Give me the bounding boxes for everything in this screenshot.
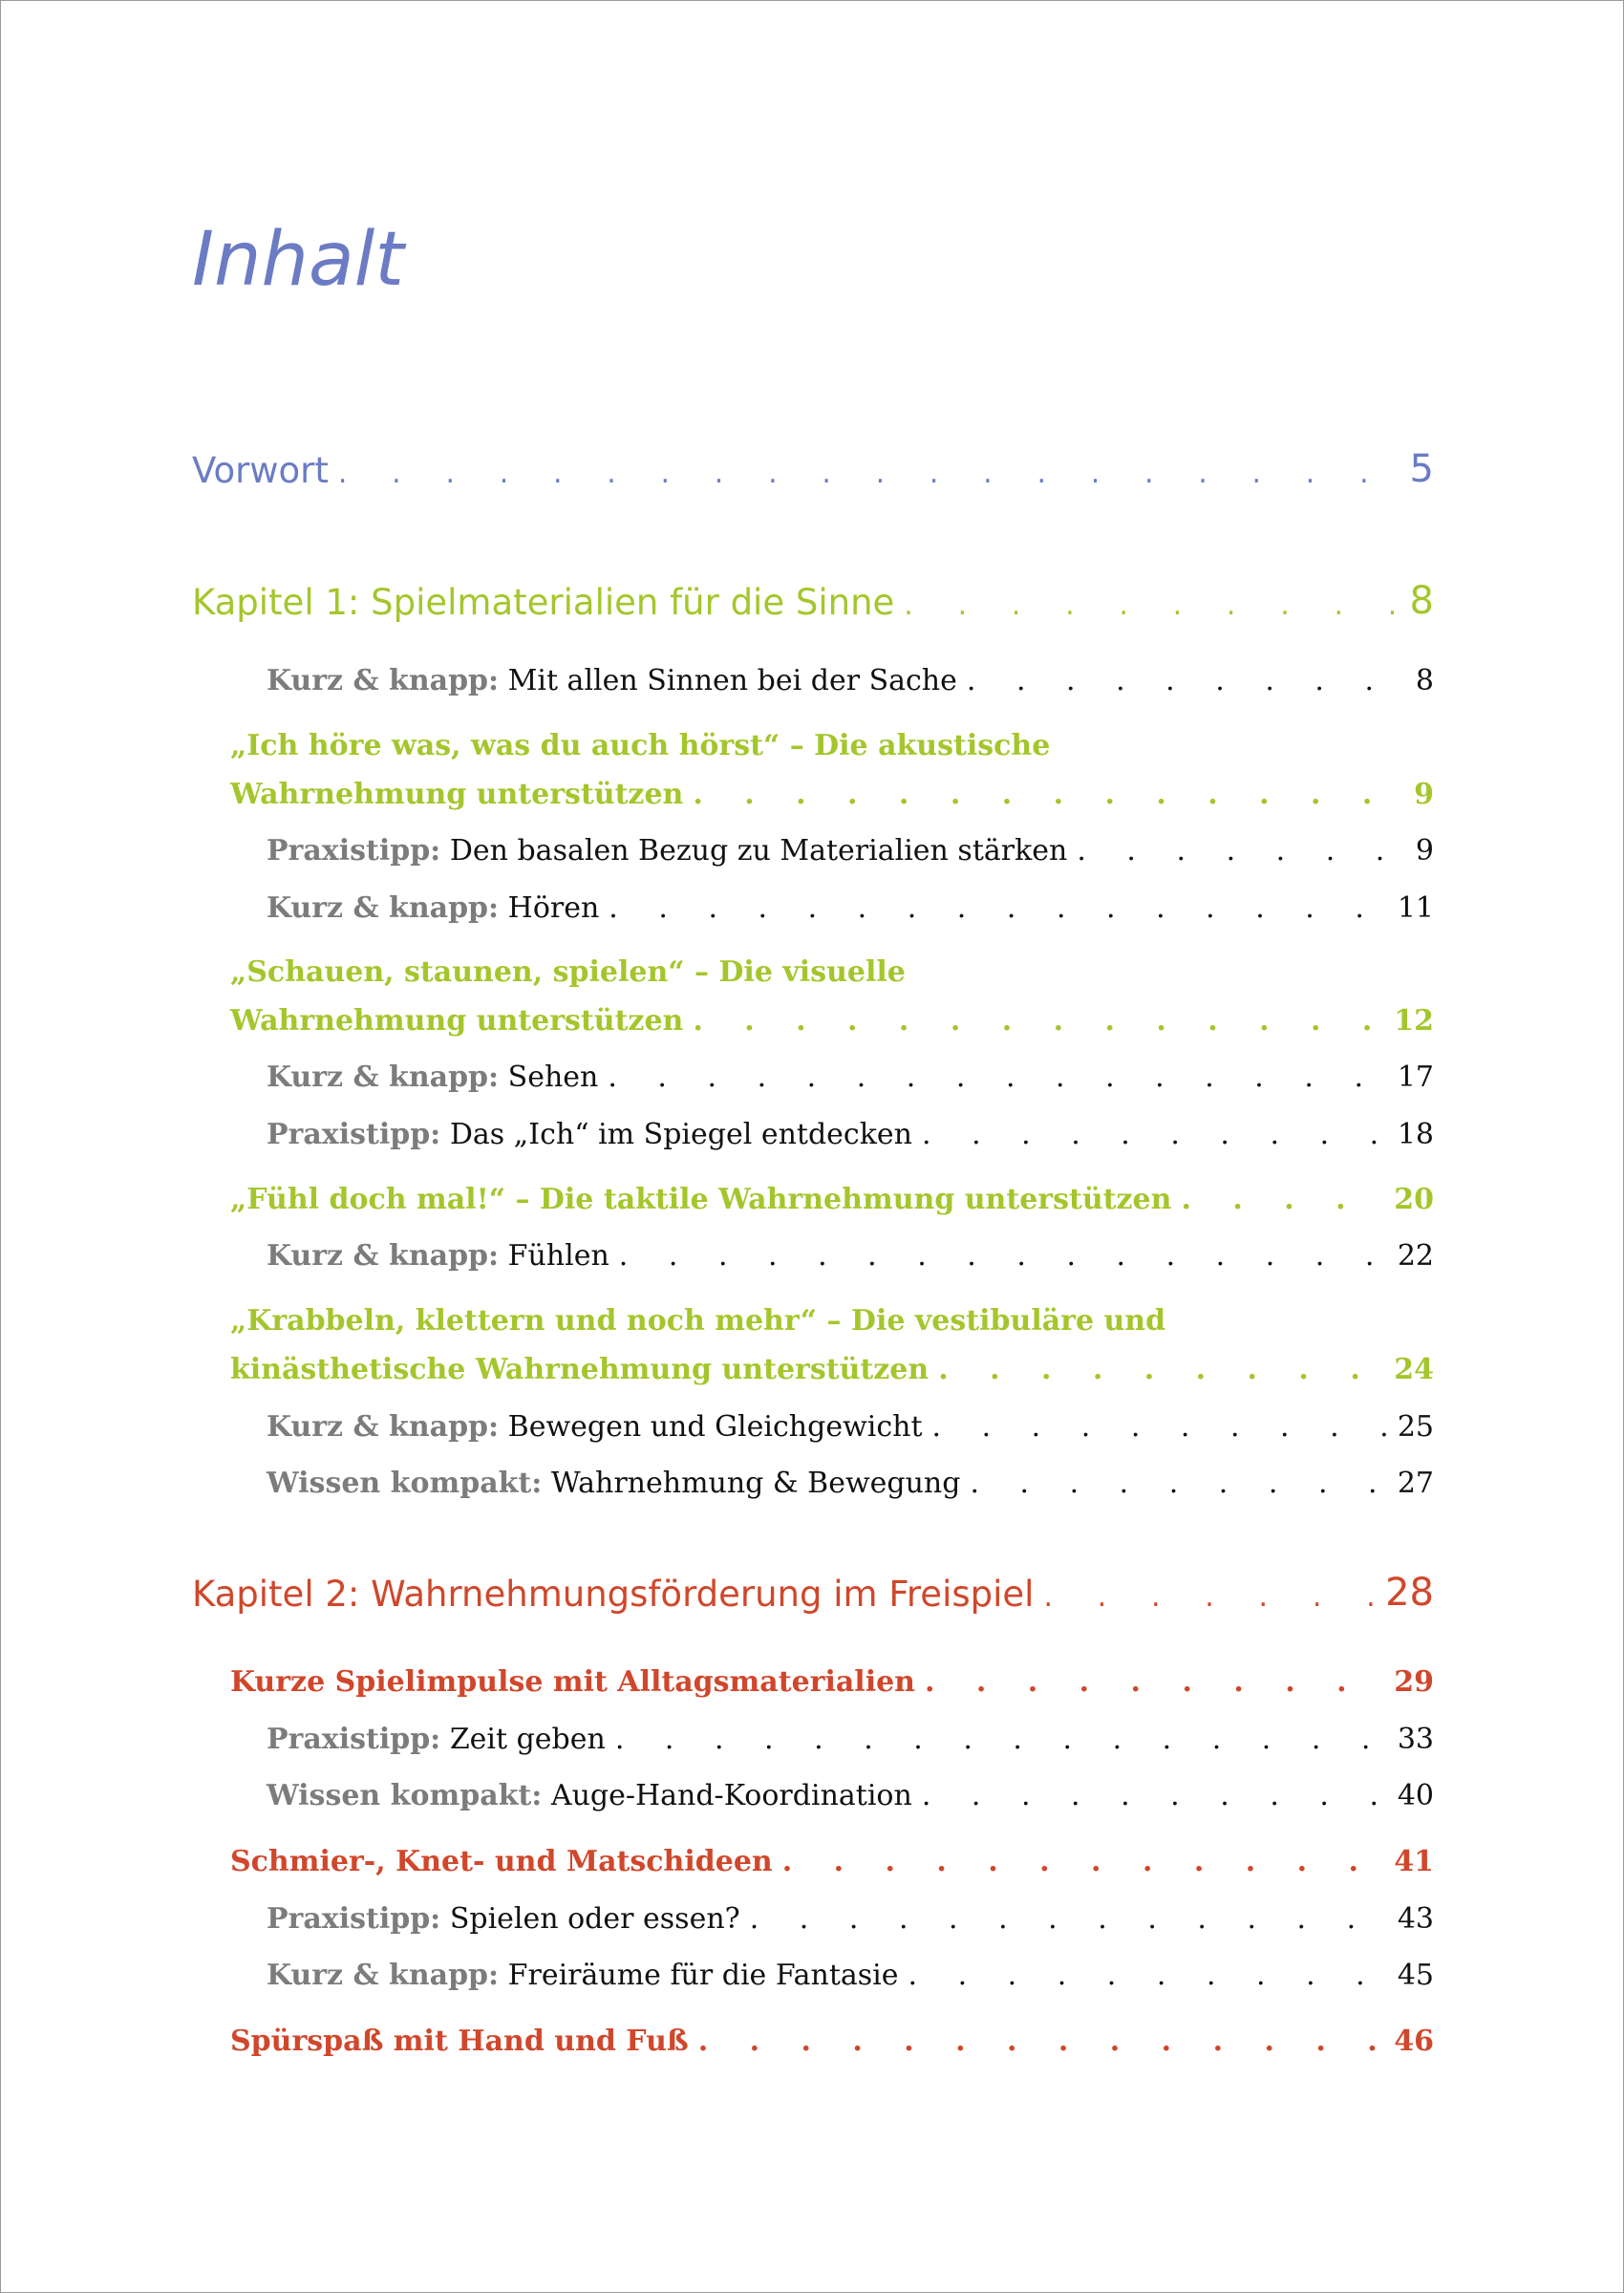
- toc-entry-label: Kurz & knapp:: [267, 891, 500, 925]
- table-of-contents: [1, 1, 1623, 2292]
- page-number: 25: [1397, 1410, 1434, 1444]
- toc-entry-title: [267, 834, 1068, 868]
- toc-entry-label: Praxistipp:: [267, 1118, 441, 1151]
- toc-entry[interactable]: [267, 1217, 1434, 1271]
- toc-entry-title: [267, 891, 600, 925]
- toc-section[interactable]: [230, 1331, 1434, 1384]
- dot-leader: [619, 1242, 1390, 1271]
- toc-entry-text: Hören: [507, 891, 600, 925]
- page-number: 9: [1415, 834, 1434, 868]
- toc-entry-text: Mit allen Sinnen bei der Sache: [507, 664, 957, 697]
- page-number: 5: [1409, 447, 1434, 491]
- toc-entry-title: [267, 1239, 609, 1273]
- toc-entry[interactable]: [267, 1701, 1434, 1754]
- dot-leader: [922, 1121, 1390, 1149]
- toc-chapter[interactable]: [192, 567, 1434, 623]
- toc-chapter[interactable]: [192, 1558, 1434, 1615]
- toc-section-title: kinästhetische Wahrnehmung unterstützen: [230, 1353, 930, 1386]
- dot-leader: [1181, 1186, 1386, 1214]
- toc-section[interactable]: [230, 1643, 1434, 1697]
- page-number: 8: [1415, 664, 1434, 697]
- toc-entry-text: Zeit geben: [449, 1723, 606, 1756]
- toc-entry[interactable]: [267, 1757, 1434, 1811]
- dot-leader: [1077, 837, 1408, 866]
- toc-entry-title: [267, 1779, 912, 1812]
- toc-entry[interactable]: [267, 1096, 1434, 1149]
- page-number: 8: [1409, 579, 1434, 623]
- page-number: 18: [1397, 1118, 1434, 1151]
- toc-entry-title: [267, 1902, 740, 1936]
- toc-chapter-title: Kapitel 1: Spielmaterialien für die Sinne: [192, 582, 895, 623]
- page-title: Inhalt: [192, 217, 404, 303]
- toc-entry[interactable]: [267, 642, 1434, 696]
- page-number: 17: [1397, 1061, 1434, 1094]
- toc-section-title: Wahrnehmung unterstützen: [230, 778, 684, 811]
- dot-leader: [338, 460, 1402, 488]
- page-number: 28: [1385, 1571, 1434, 1615]
- dot-leader: [904, 591, 1401, 620]
- toc-entry[interactable]: [267, 1445, 1434, 1498]
- toc-section[interactable]: [230, 982, 1434, 1036]
- toc-entry-title: [267, 664, 957, 697]
- dot-leader: [615, 1725, 1390, 1754]
- dot-leader: [609, 894, 1390, 923]
- toc-entry[interactable]: [267, 1039, 1434, 1092]
- dot-leader: [938, 1356, 1386, 1384]
- toc-entry-text: Fühlen: [507, 1239, 609, 1273]
- toc-entry-label: Kurz & knapp:: [267, 1061, 500, 1094]
- toc-section-title: Schmier-, Knet- und Matschideen: [230, 1845, 773, 1878]
- toc-section-title: Spürspaß mit Hand und Fuß: [230, 2025, 689, 2058]
- toc-entry[interactable]: [267, 869, 1434, 923]
- toc-entry-text: Den basalen Bezug zu Materialien stärken: [449, 834, 1068, 868]
- toc-entry-label: Kurz & knapp:: [267, 1959, 500, 1992]
- page-number: 29: [1394, 1665, 1434, 1699]
- toc-entry-label: Kurz & knapp:: [267, 1239, 500, 1273]
- toc-entry-title: [267, 1469, 960, 1498]
- toc-chapter[interactable]: [192, 435, 1434, 491]
- toc-entry-label: Kurz & knapp:: [267, 1410, 500, 1444]
- dot-leader: [967, 667, 1408, 696]
- toc-entry-title: [267, 1118, 912, 1151]
- toc-entry-label: Wissen kompakt:: [267, 1467, 543, 1500]
- dot-leader: [750, 1905, 1390, 1934]
- dot-leader: [782, 1848, 1387, 1876]
- dot-leader: [908, 1961, 1390, 1990]
- toc-section[interactable]: [230, 1823, 1434, 1876]
- page-number: 46: [1394, 2025, 1434, 2058]
- toc-entry-label: Praxistipp:: [267, 834, 441, 868]
- toc-entry-label: Praxistipp:: [267, 1902, 441, 1936]
- toc-section-title: Wahrnehmung unterstützen: [230, 1004, 684, 1038]
- page-number: 20: [1394, 1183, 1434, 1216]
- page-number: 24: [1394, 1353, 1434, 1386]
- toc-entry-text: Wahrnehmung & Bewegung: [550, 1467, 961, 1500]
- toc-entry-text: Das „Ich“ im Spiegel entdecken: [449, 1118, 912, 1151]
- page-number: 27: [1397, 1467, 1434, 1500]
- page-number: 11: [1397, 891, 1434, 925]
- toc-entry-label: Kurz & knapp:: [267, 664, 500, 697]
- page-number: 43: [1397, 1902, 1434, 1936]
- dot-leader: [698, 2027, 1387, 2056]
- dot-leader: [608, 1063, 1389, 1092]
- dot-leader: [922, 1782, 1390, 1811]
- toc-section-line: „Schauen, staunen, spielen“ – Die visuelle: [230, 955, 906, 989]
- toc-section[interactable]: [230, 2003, 1434, 2056]
- page-number: 40: [1397, 1779, 1434, 1812]
- toc-entry-title: [267, 1410, 923, 1444]
- dot-leader: [693, 781, 1406, 809]
- dot-leader: [970, 1469, 1389, 1498]
- toc-chapter-title: Vorwort: [192, 450, 329, 491]
- toc-entry-text: Auge-Hand-Koordination: [550, 1779, 912, 1812]
- toc-section-line: „Krabbeln, klettern und noch mehr“ – Die vestibuläre und: [230, 1304, 1166, 1338]
- toc-section-title: „Fühl doch mal!“ – Die taktile Wahrnehmung unterstützen: [230, 1183, 1172, 1216]
- toc-section-title: Kurze Spielimpulse mit Alltagsmaterialien: [230, 1665, 915, 1699]
- toc-entry[interactable]: [267, 1937, 1434, 1990]
- toc-entry[interactable]: [267, 1880, 1434, 1934]
- toc-section[interactable]: [230, 1161, 1434, 1214]
- page-number: 33: [1397, 1723, 1434, 1756]
- toc-entry-text: Sehen: [507, 1061, 599, 1094]
- dot-leader: [1043, 1583, 1378, 1612]
- toc-entry-text: Bewegen und Gleichgewicht: [507, 1410, 923, 1444]
- page-number: 22: [1397, 1239, 1434, 1273]
- page-number: 12: [1394, 1004, 1434, 1038]
- dot-leader: [925, 1668, 1386, 1697]
- toc-section-line: „Ich höre was, was du auch hörst“ – Die akustische: [230, 729, 1051, 762]
- dot-leader: [693, 1007, 1386, 1036]
- toc-chapter-title: Kapitel 2: Wahrnehmungsförderung im Freispiel: [192, 1574, 1035, 1615]
- toc-section[interactable]: [230, 756, 1434, 809]
- page-number: 41: [1394, 1845, 1434, 1878]
- toc-entry-title: [267, 1725, 606, 1754]
- toc-entry-title: [267, 1063, 598, 1092]
- toc-entry-label: Wissen kompakt:: [267, 1779, 543, 1812]
- toc-entry-label: Praxistipp:: [267, 1723, 441, 1756]
- toc-entry-title: [267, 1961, 899, 1990]
- toc-entry-text: Freiräume für die Fantasie: [507, 1959, 899, 1992]
- page-number: 9: [1414, 778, 1434, 811]
- page-number: 45: [1397, 1959, 1434, 1992]
- dot-leader: [932, 1413, 1390, 1442]
- toc-entry-text: Spielen oder essen?: [449, 1902, 740, 1936]
- toc-entry[interactable]: [267, 1388, 1434, 1442]
- toc-entry[interactable]: [267, 812, 1434, 866]
